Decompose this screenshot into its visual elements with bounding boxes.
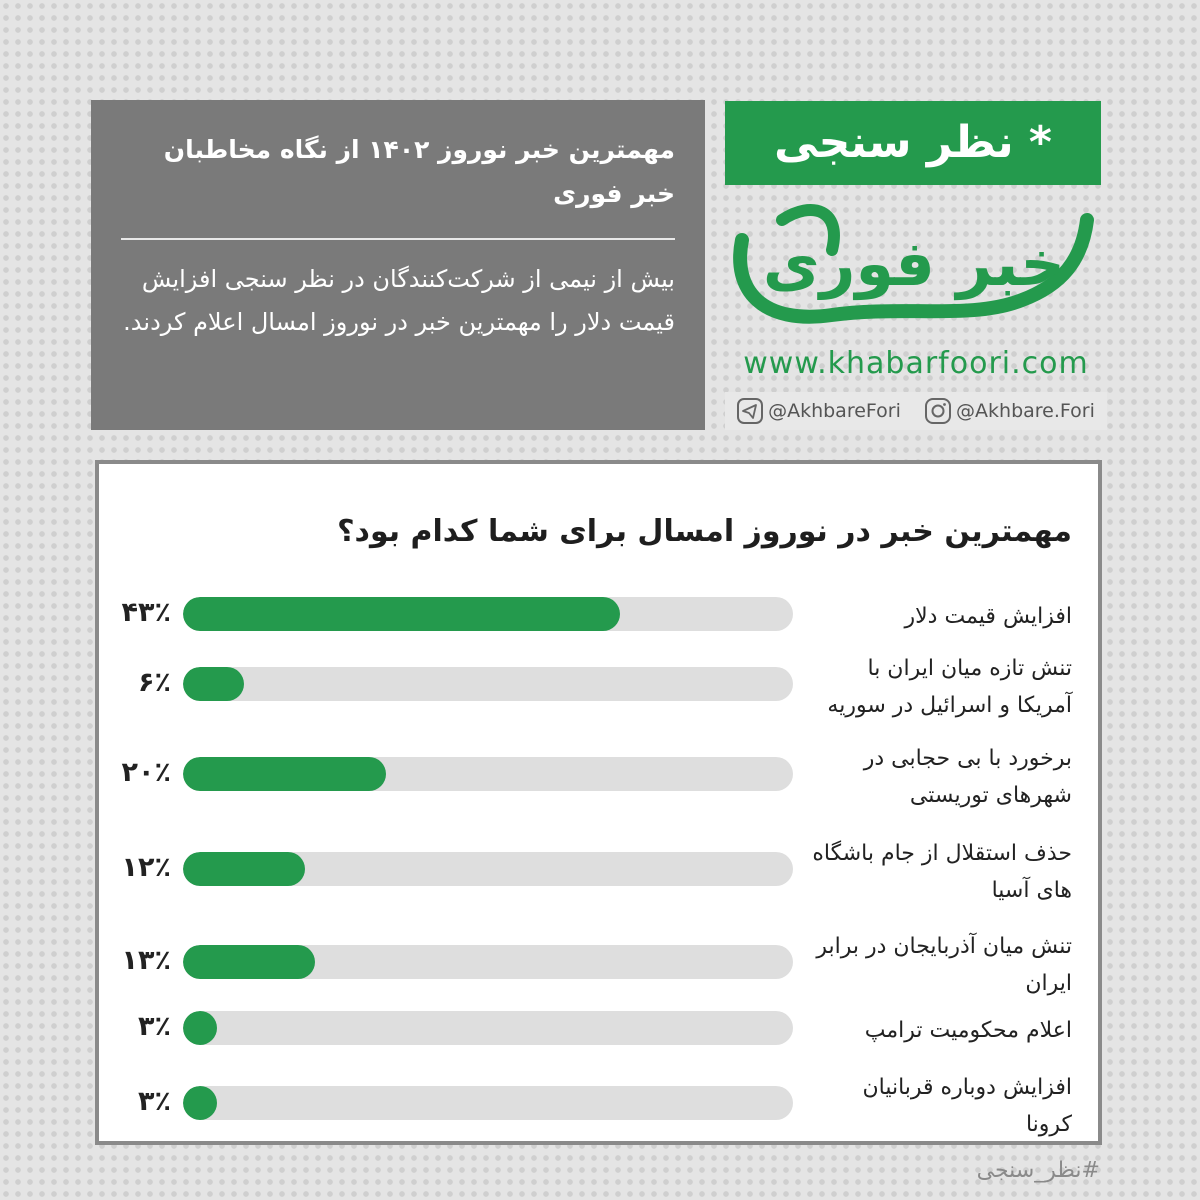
telegram-icon bbox=[737, 398, 763, 424]
bar-value-label: ۶٪ bbox=[138, 667, 171, 698]
bar-track bbox=[183, 597, 793, 631]
bar-value-label: ۳٪ bbox=[138, 1011, 171, 1042]
instagram-link[interactable] bbox=[925, 398, 1095, 424]
bar-label: برخورد با بی حجابی در شهرهای توریستی bbox=[863, 746, 1072, 808]
bar-track bbox=[183, 667, 793, 701]
bar-label: حذف استقلال از جام باشگاه های آسیا bbox=[812, 841, 1072, 903]
poll-banner: * نظر سنجی bbox=[725, 101, 1101, 185]
bar-track bbox=[183, 1011, 793, 1045]
bar-value-label: ۲۰٪ bbox=[121, 757, 171, 788]
bar-track bbox=[183, 852, 793, 886]
telegram-link[interactable] bbox=[737, 398, 901, 424]
bar bbox=[183, 852, 305, 886]
bar-value-label: ۱۲٪ bbox=[121, 852, 171, 883]
website-url[interactable]: www.khabarfoori.com bbox=[743, 346, 1089, 381]
bar bbox=[183, 1011, 217, 1045]
bar-value-label: ۴۳٪ bbox=[121, 597, 171, 628]
telegram-handle: @AkhbareFori bbox=[768, 400, 901, 422]
bar-label: تنش تازه میان ایران با آمریکا و اسرائیل در سوریه bbox=[827, 656, 1072, 718]
bar-track bbox=[183, 1086, 793, 1120]
chart-title: مهمترین خبر در نوروز امسال برای شما کدام بود؟ bbox=[337, 514, 1072, 549]
bar-label: افزایش قیمت دلار bbox=[904, 604, 1072, 629]
header-box bbox=[91, 100, 705, 430]
bar bbox=[183, 945, 315, 979]
bar-value-label: ۱۳٪ bbox=[121, 945, 171, 976]
bar bbox=[183, 597, 620, 631]
instagram-icon bbox=[925, 398, 951, 424]
header-title: مهمترین خبر نوروز ۱۴۰۲ از نگاه مخاطبان خبر فوری bbox=[163, 135, 675, 208]
bar bbox=[183, 667, 244, 701]
social-bar bbox=[725, 392, 1107, 430]
instagram-handle: @Akhbare.Fori bbox=[956, 400, 1095, 422]
brand-logo bbox=[722, 180, 1107, 340]
bar bbox=[183, 1086, 217, 1120]
header-description: بیش از نیمی از شرکت‌کنندگان در نظر سنجی افزایش قیمت دلار را مهمترین خبر در نوروز امسال اعلام کردند. bbox=[123, 265, 675, 336]
bar-label: افزایش دوباره قربانیان کرونا bbox=[862, 1075, 1072, 1137]
bar-track bbox=[183, 945, 793, 979]
hashtag: #نظر_سنجی bbox=[976, 1158, 1100, 1183]
poll-card bbox=[95, 460, 1102, 1145]
bar bbox=[183, 757, 386, 791]
logo-text: خبر فوری bbox=[762, 227, 1066, 300]
bar-value-label: ۳٪ bbox=[138, 1086, 171, 1117]
header-divider bbox=[121, 238, 675, 240]
bar-label: تنش میان آذربایجان در برابر ایران bbox=[816, 934, 1072, 996]
bar-track bbox=[183, 757, 793, 791]
bar-label: اعلام محکومیت ترامپ bbox=[864, 1018, 1072, 1043]
